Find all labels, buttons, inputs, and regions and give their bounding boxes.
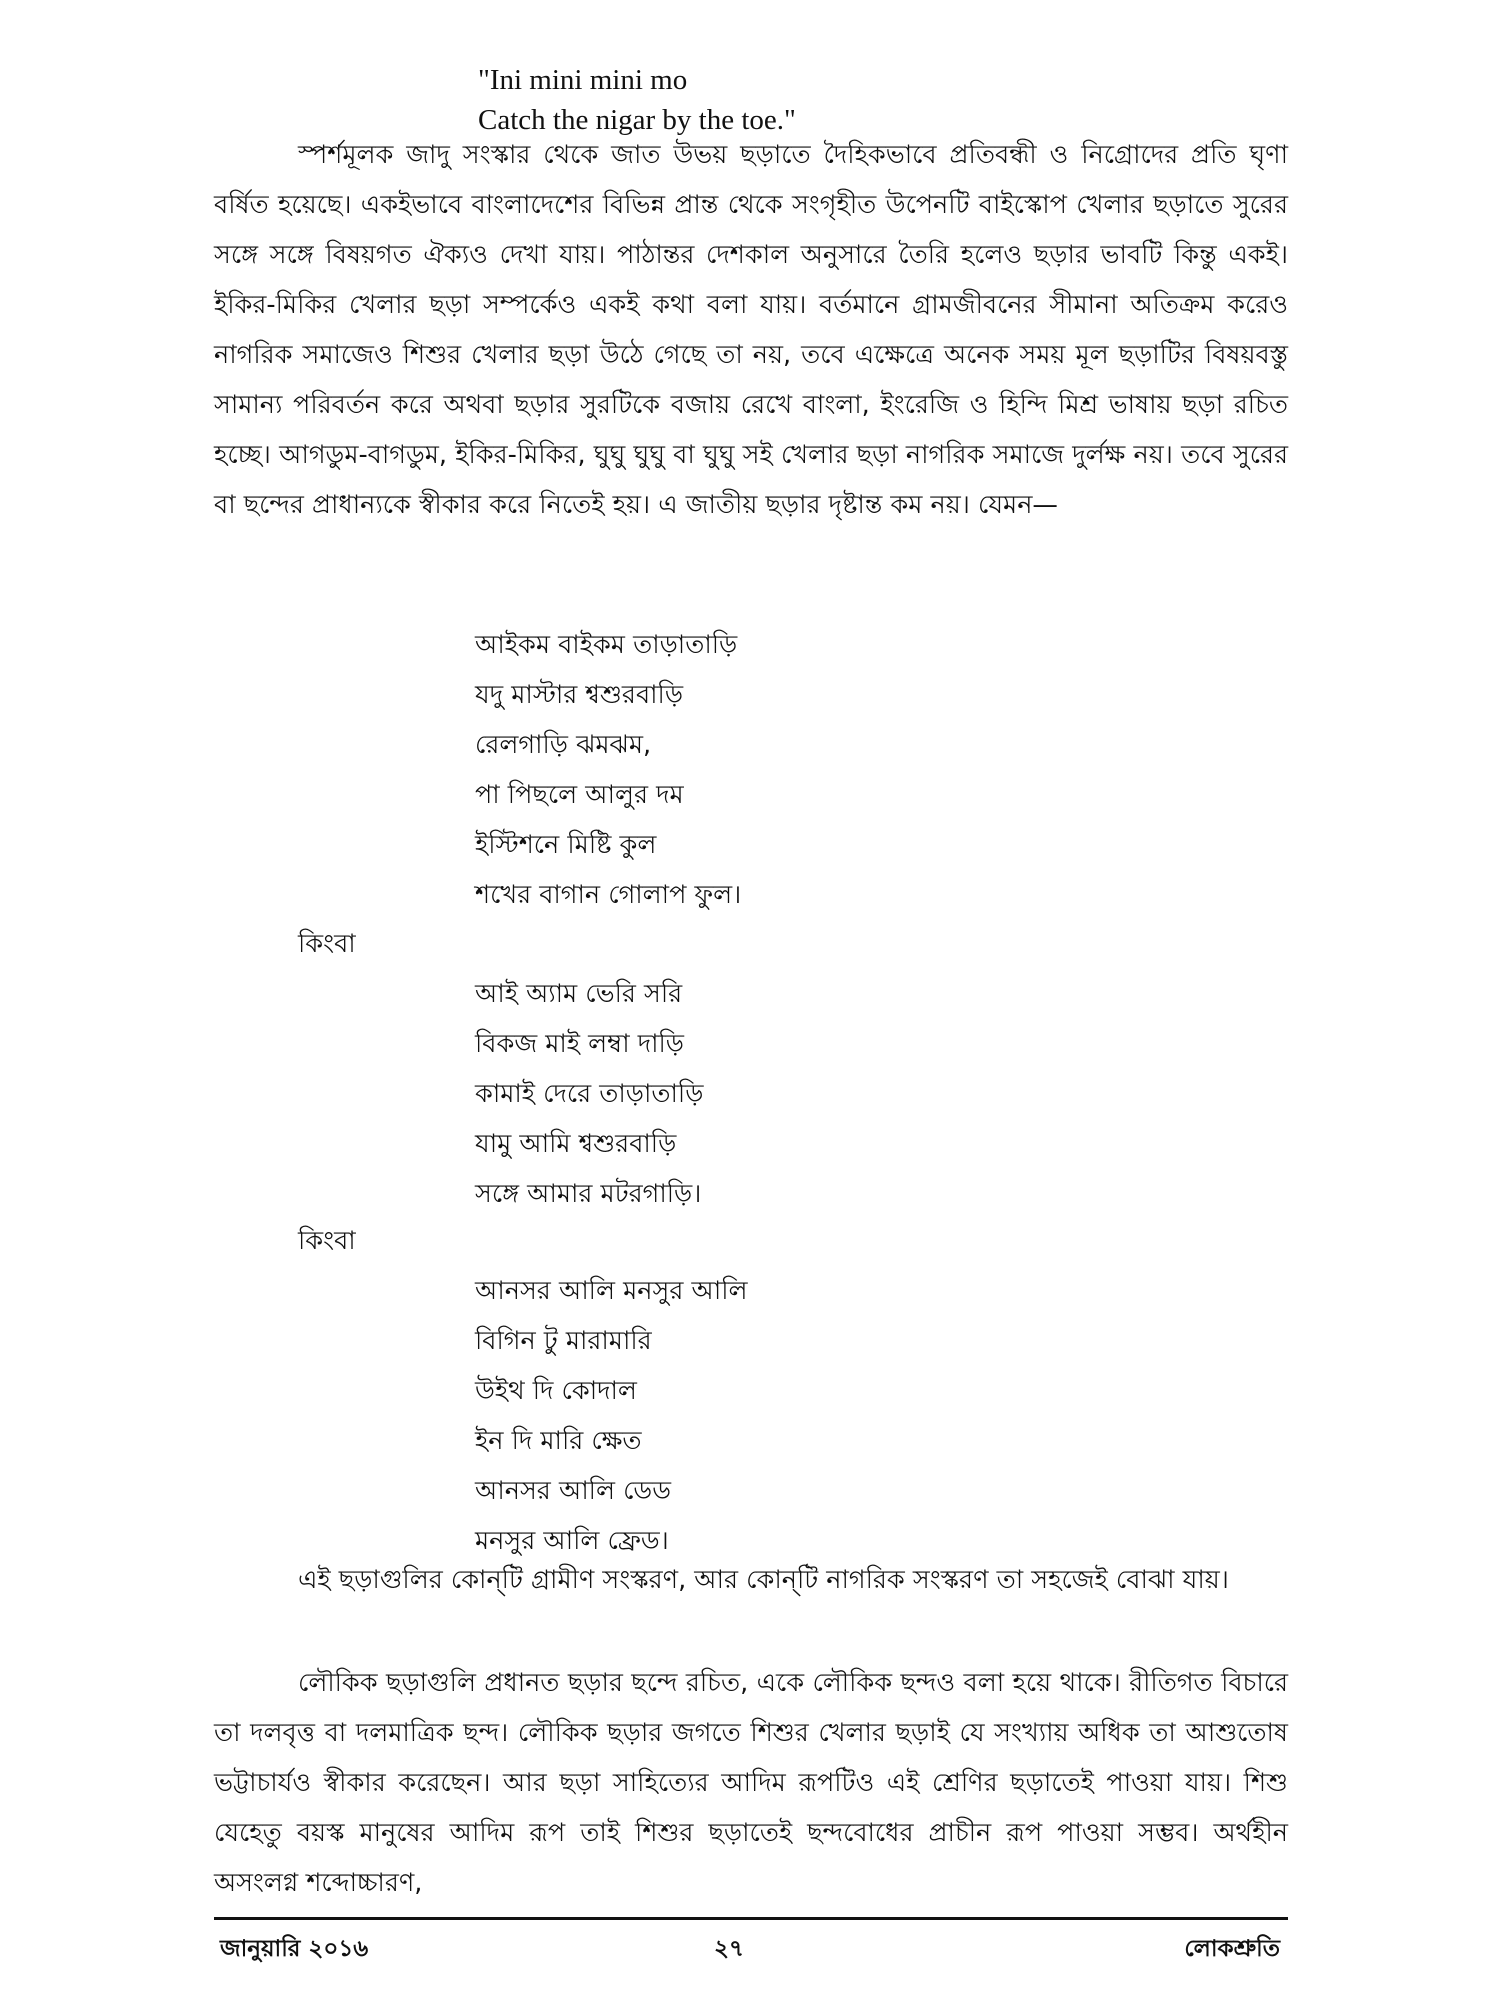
page-number: ২৭ (714, 1936, 744, 1962)
verse-line: আইকম বাইকম তাড়াতাড়ি (475, 630, 738, 660)
verse-line: ইন দি মারি ক্ষেত (475, 1426, 642, 1456)
page-footer (214, 1930, 1288, 1970)
rhyme-verse-1 (475, 620, 741, 920)
verse-line: উইথ দি কোদাল (475, 1376, 637, 1406)
verse-line: যদু মাস্টার শ্বশুরবাড়ি (475, 680, 684, 710)
verse-line: শখের বাগান গোলাপ ফুল। (475, 880, 742, 910)
epigraph-line: Catch the nigar by the toe." (478, 104, 796, 136)
verse-line: যামু আমি শ্বশুরবাড়ি (475, 1129, 677, 1159)
verse-line: বিগিন টু মারামারি (475, 1326, 652, 1356)
paragraph-meter: লৌকিক ছড়াগুলি প্রধানত ছড়ার ছন্দে রচিত, একে লৌকিক ছন্দও বলা হয়ে থাকে। রীতিগত বিচারে তা দলবৃত্ত বা দলমাত্রিক ছন্দ। লৌকিক ছড়ার জগতে শিশুর খেলার ছড়াই যে সংখ্যায় অধিক তা আশুতোষ ভট্টাচার্যও স্বীকার করেছেন। আর ছড়া সাহিত্যের আদিম রূপটিও এই শ্রেণির ছড়াতেই পাওয়া যায়। শিশু যেহেতু বয়স্ক মানুষের আদিম রূপ তাই শিশুর ছড়াতেই ছন্দবোধের প্রাচীন রূপ পাওয়া সম্ভব। অর্থহীন অসংলগ্ন শব্দোচ্চারণ, (214, 1668, 1288, 1898)
connector-or: কিংবা (298, 1226, 356, 1256)
verse-line: বিকজ মাই লম্বা দাড়ি (475, 1029, 684, 1059)
verse-line: আই অ্যাম ভেরি সরি (475, 979, 683, 1009)
footer-divider (214, 1917, 1288, 1920)
journal-title: লোকশ্রুতি (1184, 1936, 1280, 1962)
paragraph-intro: স্পর্শমূলক জাদু সংস্কার থেকে জাত উভয় ছড়াতে দৈহিকভাবে প্রতিবন্ধী ও নিগ্রোদের প্রতি ঘৃণা বর্ষিত হয়েছে। একইভাবে বাংলাদেশের বিভিন্ন প্রান্ত থেকে সংগৃহীত উপেনটি বাইস্কোপ খেলার ছড়াতে সুরের সঙ্গে সঙ্গে বিষয়গত ঐক্যও দেখা যায়। পাঠান্তর দেশকাল অনুসারে তৈরি হলেও ছড়ার ভাবটি কিন্তু একই। ইকির-মিকির খেলার ছড়া সম্পর্কেও একই কথা বলা যায়। বর্তমানে গ্রামজীবনের সীমানা অতিক্রম করেও নাগরিক সমাজেও শিশুর খেলার ছড়া উঠে গেছে তা নয়, তবে এক্ষেত্রে অনেক সময় মূল ছড়াটির বিষয়বস্তু সামান্য পরিবর্তন করে অথবা ছড়ার সুরটিকে বজায় রেখে বাংলা, ইংরেজি ও হিন্দি মিশ্র ভাষায় ছড়া রচিত হচ্ছে। আগডুম-বাগডুম, ইকির-মিকির, ঘুঘু ঘুঘু বা ঘুঘু সই খেলার ছড়া নাগরিক সমাজে দুর্লক্ষ নয়। তবে সুরের বা ছন্দের প্রাধান্যকে স্বীকার করে নিতেই হয়। এ জাতীয় ছড়ার দৃষ্টান্ত কম নয়। যেমন— (214, 140, 1288, 520)
verse-line: রেলগাড়ি ঝমঝম, (475, 730, 652, 760)
paragraph-versions: এই ছড়াগুলির কোন্‌টি গ্রামীণ সংস্করণ, আর কোন্‌টি নাগরিক সংস্করণ তা সহজেই বোঝা যায়। (298, 1565, 1229, 1595)
verse-line: আনসর আলি মনসুর আলি (475, 1276, 748, 1306)
verse-line: মনসুর আলি ফ্রেড। (475, 1526, 669, 1556)
verse-line: ইস্টিশনে মিষ্টি কুল (475, 830, 657, 860)
epigraph-line: "Ini mini mini mo (478, 64, 688, 96)
verse-line: পা পিছলে আলুর দম (475, 780, 684, 810)
connector-or: কিংবা (298, 929, 356, 959)
verse-line: আনসর আলি ডেড (475, 1476, 671, 1506)
verse-line: কামাই দেরে তাড়াতাড়ি (475, 1079, 704, 1109)
verse-line: সঙ্গে আমার মটরগাড়ি। (475, 1179, 702, 1209)
english-epigraph (478, 60, 796, 140)
rhyme-verse-3 (475, 1266, 748, 1566)
rhyme-verse-2 (475, 969, 703, 1219)
footer-date: জানুয়ারি ২০১৬ (220, 1936, 369, 1962)
